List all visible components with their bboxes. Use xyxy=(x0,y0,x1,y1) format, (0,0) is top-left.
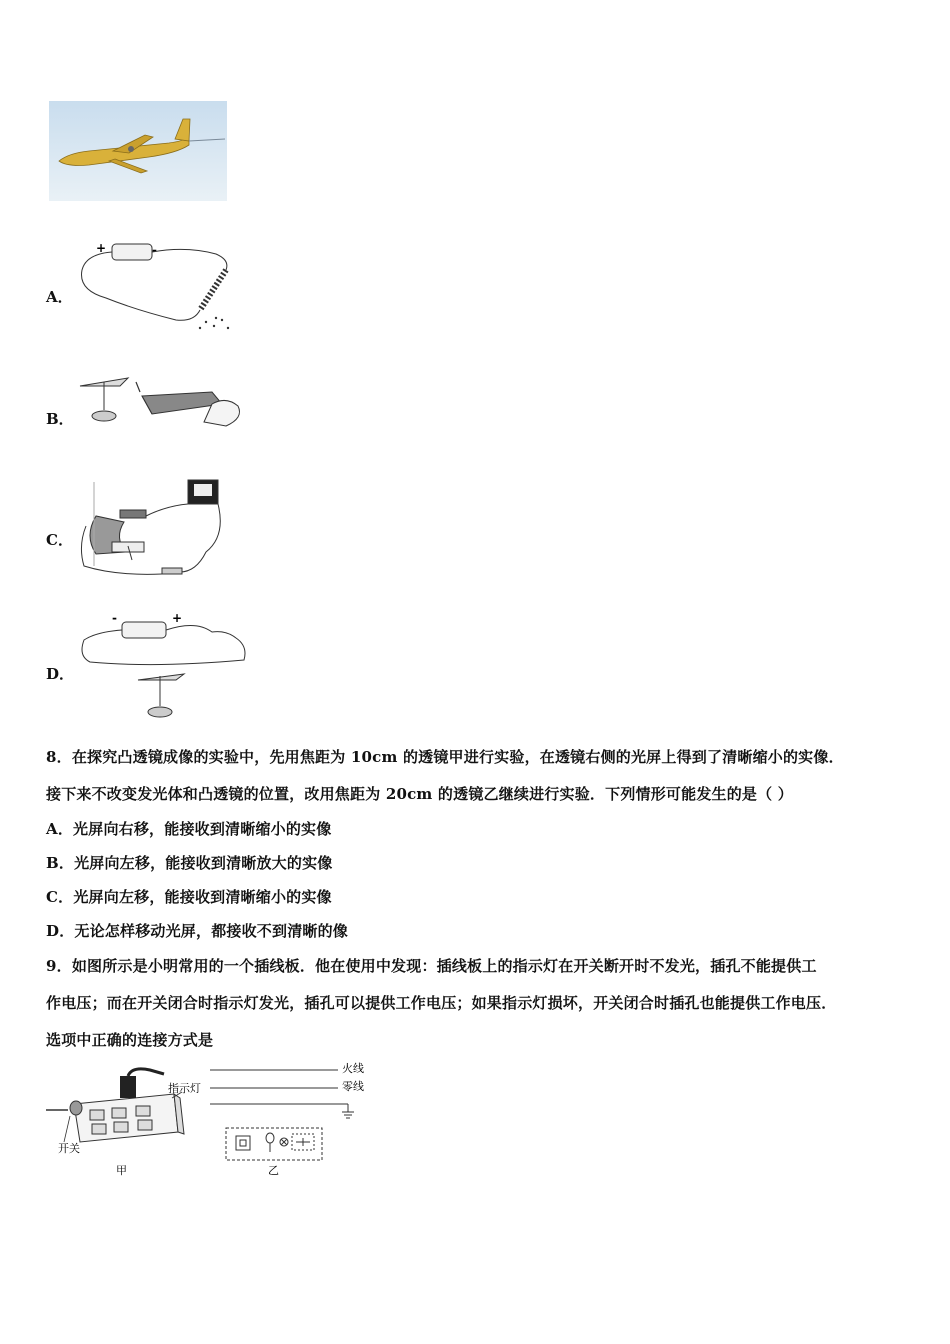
q9-stem-line1: 9．如图所示是小明常用的一个插线板．他在使用中发现：插线板上的指示灯在开关断开时不发光，插孔不能提供工 xyxy=(46,957,817,975)
battery-coil-figure xyxy=(76,240,242,335)
neutral-wire-label: 零线 xyxy=(342,1080,364,1093)
q8-option-b[interactable]: B．光屏向左移，能接收到清晰放大的实像 xyxy=(46,854,333,872)
option-c-figure xyxy=(76,476,226,580)
q8-stem-line2: 接下来不改变发光体和凸透镜的位置，改用焦距为 20cm 的透镜乙继续进行实验．下列情形可能发生的是（ ） xyxy=(46,785,793,803)
option-c-label: C． xyxy=(46,531,73,549)
option-b-figure xyxy=(76,372,251,438)
switch-label: 开关 xyxy=(58,1142,80,1155)
indicator-label: 指示灯 xyxy=(168,1082,201,1095)
option-a-label: A． xyxy=(46,288,73,306)
wiring-diagram-image xyxy=(206,1060,376,1178)
airplane-photo xyxy=(49,101,227,201)
compass-magnet-figure xyxy=(76,372,251,438)
option-b-label: B． xyxy=(46,410,74,428)
q8-option-d[interactable]: D．无论怎样移动光屏，都接收不到清晰的像 xyxy=(46,922,349,940)
wiring-diagram-figure xyxy=(206,1060,376,1178)
q9-stem-line2: 作电压；而在开关闭合时指示灯发光，插孔可以提供工作电压；如果指示灯损坏，开关闭合时插孔也能提供工作电压． xyxy=(46,994,837,1012)
svg-text:-: - xyxy=(112,611,117,625)
svg-text:+: + xyxy=(96,241,107,255)
option-a-figure xyxy=(76,240,242,335)
left-caption: 甲 xyxy=(116,1164,127,1177)
svg-text:-: - xyxy=(152,243,157,257)
right-caption: 乙 xyxy=(268,1164,279,1177)
option-d-label: D． xyxy=(46,665,75,683)
q8-stem-line1: 8．在探究凸透镜成像的实验中，先用焦距为 10cm 的透镜甲进行实验，在透镜右侧的光屏上得到了清晰缩小的实像． xyxy=(46,748,844,766)
power-strip-image xyxy=(46,1064,216,1180)
option-d-figure xyxy=(76,610,252,724)
power-strip-figure xyxy=(46,1064,216,1180)
live-wire-label: 火线 xyxy=(342,1062,364,1075)
svg-text:+: + xyxy=(172,611,183,625)
battery-compass-figure xyxy=(76,610,252,724)
q8-option-a[interactable]: A．光屏向右移，能接收到清晰缩小的实像 xyxy=(46,820,332,838)
airplane-image xyxy=(49,101,227,201)
q8-option-c[interactable]: C．光屏向左移，能接收到清晰缩小的实像 xyxy=(46,888,332,906)
galvanometer-circuit-figure xyxy=(76,476,226,580)
q9-stem-line3: 选项中正确的连接方式是 xyxy=(46,1031,214,1049)
